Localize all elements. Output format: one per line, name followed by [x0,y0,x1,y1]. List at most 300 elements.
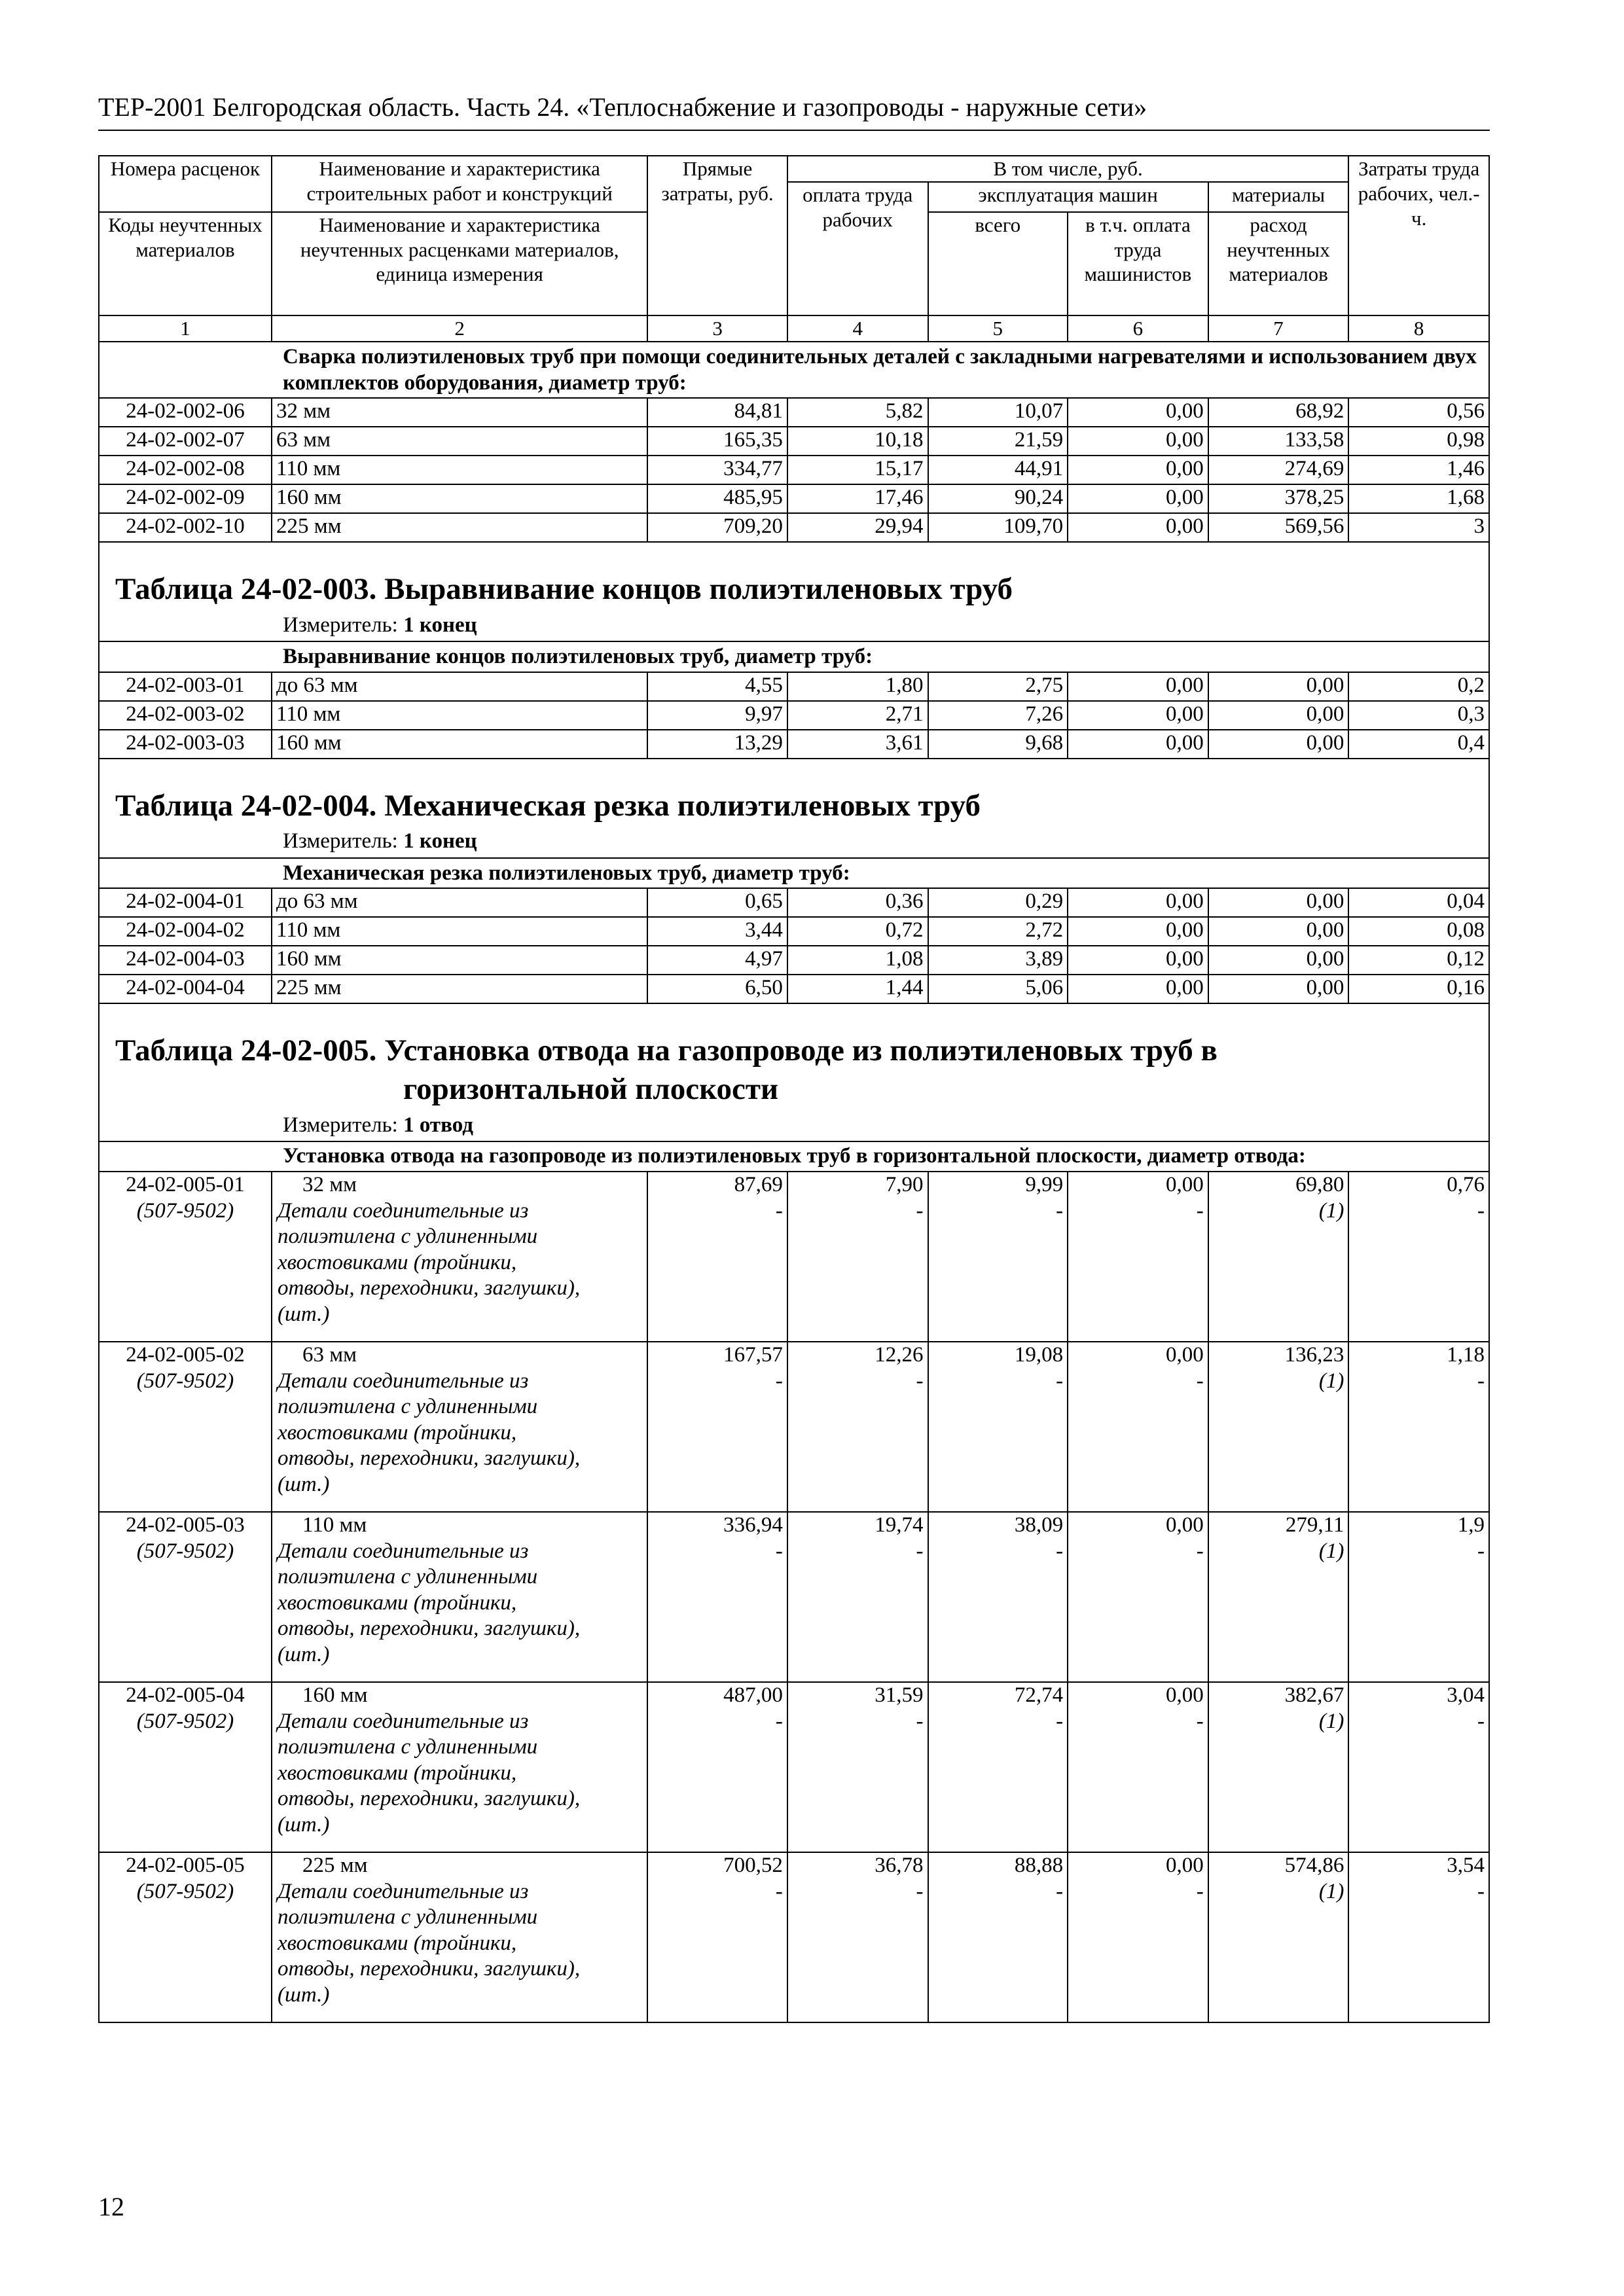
machines-total: 9,68 [928,730,1068,759]
rate-name: до 63 мм [272,888,647,917]
material-code: (507-9502) [136,1198,234,1223]
machinist-wages: 0,00 [1068,456,1208,484]
materials-cost: 0,00 [1208,946,1349,975]
table-title [99,1028,1489,1109]
section-heading-row [99,641,1489,672]
rate-code: 24-02-003-02 [99,701,272,730]
material-quantity: (1) [1318,1198,1344,1223]
material-code: (507-9502) [136,1879,234,1903]
rate-code: 24-02-002-06 [99,398,272,427]
column-number: 5 [928,315,1068,342]
machines-total: 21,59 [928,427,1068,456]
materials-cost: 382,67 [1284,1683,1344,1707]
direct-cost-cell [647,1342,787,1512]
materials-cost: 0,00 [1208,888,1349,917]
machinist-wages: 0,00 [1068,946,1208,975]
rate-name: до 63 мм [272,672,647,701]
material-name-line: (шт.) [277,1472,330,1496]
section-heading: Установка отвода на газопроводе из полиэтиленовых труб в горизонтальной плоскости, диаметр отвода: [99,1141,1489,1172]
column-number: 6 [1068,315,1208,342]
rate-code: 24-02-004-03 [99,946,272,975]
rate-name: 160 мм [272,946,647,975]
wages-cost: 0,72 [787,917,928,946]
dash-mark: - [775,1539,783,1563]
rate-code: 24-02-003-03 [99,730,272,759]
spacer-row [99,1003,1489,1028]
machinist-wages: 0,00 [1068,975,1208,1003]
rate-code-cell [99,1512,272,1682]
column-number: 8 [1348,315,1489,342]
direct-cost: 4,55 [647,672,787,701]
section-heading-row [99,858,1489,888]
section-heading: Выравнивание концов полиэтиленовых труб, диаметр труб: [99,641,1489,672]
table-row [99,427,1489,456]
header-wages: оплата труда рабочих [787,182,928,315]
material-name-line: отводы, переходники, заглушки), [277,1957,581,1981]
wages-cost: 12,26 [875,1343,924,1367]
material-name-line: хвостовиками (тройники, [277,1590,517,1615]
materials-cost-cell [1208,1682,1349,1852]
rate-code: 24-02-005-01 [126,1173,245,1196]
dash-mark: - [775,1369,783,1393]
meter [99,825,1489,858]
direct-cost-cell [647,1172,787,1342]
section-heading-row [99,1141,1489,1172]
dash-mark: - [1477,1879,1485,1903]
table-row [99,730,1489,759]
header-name2: Наименование и характеристика неучтенных расценками материалов, единица измерения [272,212,647,315]
direct-cost: 84,81 [647,398,787,427]
materials-cost: 133,58 [1208,427,1349,456]
dash-mark: - [916,1369,924,1393]
machinist-wages: 0,00 [1068,917,1208,946]
material-name-line: отводы, переходники, заглушки), [277,1446,581,1471]
direct-cost-cell [647,1512,787,1682]
rate-name: 225 мм [302,1854,368,1877]
direct-cost-cell [647,1682,787,1852]
machinist-wages: 0,00 [1068,888,1208,917]
machinist-wages-cell [1068,1172,1208,1342]
machines-total: 109,70 [928,513,1068,542]
rate-name: 63 мм [272,427,647,456]
meter [99,609,1489,642]
column-number: 2 [272,315,647,342]
rate-name: 160 мм [272,484,647,513]
machines-total: 2,75 [928,672,1068,701]
wages-cost: 2,71 [787,701,928,730]
material-name-line: (шт.) [277,1642,330,1666]
labor-hours: 1,9 [1457,1513,1485,1537]
direct-cost: 6,50 [647,975,787,1003]
labor-hours: 0,56 [1348,398,1489,427]
table-row [99,1852,1489,2022]
meter-row [99,609,1489,642]
machines-total: 88,88 [1014,1854,1064,1877]
materials-cost: 279,11 [1285,1513,1344,1537]
rate-name: 160 мм [272,730,647,759]
machinist-wages: 0,00 [1068,484,1208,513]
material-name-line: Детали соединительные из [277,1369,529,1393]
machines-total: 38,09 [1014,1513,1064,1537]
table-row [99,1172,1489,1342]
meter-value: 1 отвод [403,1113,473,1137]
rate-name: 32 мм [272,398,647,427]
labor-hours: 0,16 [1348,975,1489,1003]
direct-cost: 13,29 [647,730,787,759]
machines-total: 44,91 [928,456,1068,484]
machines-total-cell [928,1172,1068,1342]
materials-cost-cell [1208,1342,1349,1512]
material-name-line: Детали соединительные из [277,1709,529,1733]
material-code: (507-9502) [136,1539,234,1563]
table-title-line2: горизонтальной плоскости [403,1072,779,1107]
material-name-line: полиэтилена с удлиненными [277,1905,538,1929]
material-quantity: (1) [1318,1539,1344,1563]
direct-cost: 87,69 [734,1173,783,1196]
dash-mark: - [1056,1539,1064,1563]
rate-code: 24-02-005-02 [126,1343,245,1367]
labor-hours: 3 [1348,513,1489,542]
labor-hours: 3,04 [1447,1683,1485,1707]
header-including: В том числе, руб. [787,156,1348,182]
rate-code: 24-02-003-01 [99,672,272,701]
wages-cost-cell [787,1852,928,2022]
machines-total: 3,89 [928,946,1068,975]
rate-code-cell [99,1172,272,1342]
rate-name: 160 мм [302,1683,368,1707]
materials-cost: 69,80 [1295,1173,1344,1196]
machinist-wages: 0,00 [1068,701,1208,730]
direct-cost: 700,52 [723,1854,783,1877]
wages-cost: 17,46 [787,484,928,513]
labor-hours: 0,76 [1447,1173,1485,1196]
rate-name: 110 мм [272,456,647,484]
material-name-line: Детали соединительные из [277,1879,529,1903]
labor-hours: 0,3 [1348,701,1489,730]
machines-total: 72,74 [1014,1683,1064,1707]
machinist-wages: 0,00 [1068,672,1208,701]
table-row [99,484,1489,513]
rate-name: 110 мм [272,917,647,946]
wages-cost-cell [787,1512,928,1682]
dash-mark: - [1477,1709,1485,1733]
dash-mark: - [916,1539,924,1563]
rate-name-cell [272,1852,647,2022]
header-labor: Затраты труда рабочих, чел.-ч. [1348,156,1489,315]
machines-total: 2,72 [928,917,1068,946]
rates-table [98,155,1490,2023]
table-row [99,701,1489,730]
rate-name: 225 мм [272,975,647,1003]
section-heading-row [99,342,1489,399]
labor-hours: 0,04 [1348,888,1489,917]
dash-mark: - [1196,1709,1204,1733]
table-row [99,398,1489,427]
machinist-wages: 0,00 [1165,1513,1204,1537]
header-codes: Коды неучтенных материалов [99,212,272,315]
machines-total: 90,24 [928,484,1068,513]
machinist-wages: 0,00 [1165,1683,1204,1707]
direct-cost: 165,35 [647,427,787,456]
dash-mark: - [775,1709,783,1733]
table-row [99,917,1489,946]
materials-cost: 569,56 [1208,513,1349,542]
wages-cost: 1,80 [787,672,928,701]
labor-hours: 0,4 [1348,730,1489,759]
rate-name-cell [272,1682,647,1852]
rate-code: 24-02-004-02 [99,917,272,946]
table-row [99,975,1489,1003]
machinist-wages: 0,00 [1068,398,1208,427]
table-row [99,672,1489,701]
table-title-line1: Таблица 24-02-005. Установка отвода на газопроводе из полиэтиленовых труб в [115,1033,1218,1068]
rate-code: 24-02-002-09 [99,484,272,513]
rate-code-cell [99,1682,272,1852]
machines-total-cell [928,1682,1068,1852]
rate-code: 24-02-002-08 [99,456,272,484]
material-quantity: (1) [1318,1709,1344,1733]
meter-row [99,1109,1489,1142]
table-row [99,1342,1489,1512]
dash-mark: - [1196,1369,1204,1393]
wages-cost: 31,59 [875,1683,924,1707]
section-heading: Механическая резка полиэтиленовых труб, диаметр труб: [99,858,1489,888]
rate-name-cell [272,1512,647,1682]
material-name-line: (шт.) [277,1812,330,1837]
labor-hours: 0,12 [1348,946,1489,975]
header-rule [98,130,1490,131]
table-title-row [99,1028,1489,1109]
machinist-wages: 0,00 [1165,1173,1204,1196]
meter-row [99,825,1489,858]
header-unaccounted: расход неучтенных материалов [1208,212,1349,315]
rate-code-cell [99,1342,272,1512]
materials-cost: 574,86 [1284,1854,1344,1877]
materials-cost: 136,23 [1284,1343,1344,1367]
dash-mark: - [1477,1369,1485,1393]
meter [99,1109,1489,1142]
machinist-wages: 0,00 [1165,1854,1204,1877]
meter-label: Измеритель: [283,829,398,853]
wages-cost: 0,36 [787,888,928,917]
table-row [99,456,1489,484]
machinist-wages-cell [1068,1342,1208,1512]
rate-code: 24-02-002-07 [99,427,272,456]
rate-code: 24-02-002-10 [99,513,272,542]
machines-total-cell [928,1512,1068,1682]
material-name-line: хвостовиками (тройники, [277,1250,517,1274]
direct-cost: 485,95 [647,484,787,513]
dash-mark: - [916,1198,924,1223]
meter-label: Измеритель: [283,613,398,637]
page-header: ТЕР-2001 Белгородская область. Часть 24. «Теплоснабжение и газопроводы - наружные сети» [98,92,1147,122]
materials-cost: 0,00 [1208,672,1349,701]
wages-cost: 29,94 [787,513,928,542]
wages-cost-cell [787,1172,928,1342]
material-code: (507-9502) [136,1709,234,1733]
labor-hours-cell [1348,1512,1489,1682]
labor-hours: 0,2 [1348,672,1489,701]
table-row [99,1512,1489,1682]
header-name: Наименование и характеристика строительных работ и конструкций [272,156,647,212]
rate-code: 24-02-004-01 [99,888,272,917]
dash-mark: - [1056,1198,1064,1223]
dash-mark: - [775,1879,783,1903]
column-number: 1 [99,315,272,342]
rate-name: 225 мм [272,513,647,542]
machinist-wages: 0,00 [1068,730,1208,759]
wages-cost: 36,78 [875,1854,924,1877]
material-name-line: Детали соединительные из [277,1198,529,1223]
direct-cost: 0,65 [647,888,787,917]
rate-name: 110 мм [272,701,647,730]
dash-mark: - [1056,1879,1064,1903]
material-code: (507-9502) [136,1369,234,1393]
material-name-line: полиэтилена с удлиненными [277,1735,538,1759]
material-name-line: Детали соединительные из [277,1539,529,1563]
labor-hours: 0,08 [1348,917,1489,946]
machinist-wages: 0,00 [1068,513,1208,542]
rate-name: 32 мм [302,1173,357,1196]
wages-cost: 1,44 [787,975,928,1003]
labor-hours-cell [1348,1342,1489,1512]
direct-cost: 9,97 [647,701,787,730]
meter-value: 1 конец [403,613,477,637]
materials-cost: 68,92 [1208,398,1349,427]
dash-mark: - [916,1879,924,1903]
dash-mark: - [1196,1539,1204,1563]
labor-hours: 3,54 [1447,1854,1485,1877]
machines-total: 0,29 [928,888,1068,917]
column-number: 4 [787,315,928,342]
header-num: Номера расценок [99,156,272,212]
machinist-wages: 0,00 [1165,1343,1204,1367]
wages-cost: 5,82 [787,398,928,427]
spacer-row [99,542,1489,566]
table-row [99,513,1489,542]
rate-code: 24-02-005-03 [126,1513,245,1537]
wages-cost: 7,90 [885,1173,924,1196]
material-name-line: хвостовиками (тройники, [277,1761,517,1785]
dash-mark: - [1196,1879,1204,1903]
machines-total: 7,26 [928,701,1068,730]
meter-label: Измеритель: [283,1113,398,1137]
header-total: всего [928,212,1068,315]
materials-cost-cell [1208,1172,1349,1342]
machines-total: 10,07 [928,398,1068,427]
labor-hours-cell [1348,1172,1489,1342]
table-title: Таблица 24-02-004. Механическая резка полиэтиленовых труб [99,783,1489,825]
materials-cost-cell [1208,1512,1349,1682]
dash-mark: - [1477,1198,1485,1223]
machines-total: 5,06 [928,975,1068,1003]
header-materials: материалы [1208,182,1349,212]
machinist-wages-cell [1068,1682,1208,1852]
table-title-row [99,783,1489,825]
table-title-row [99,566,1489,609]
material-name-line: хвостовиками (тройники, [277,1420,517,1444]
wages-cost-cell [787,1682,928,1852]
direct-cost: 4,97 [647,946,787,975]
material-name-line: отводы, переходники, заглушки), [277,1276,581,1300]
column-number: 7 [1208,315,1349,342]
material-name-line: (шт.) [277,1302,330,1326]
rate-code-cell [99,1852,272,2022]
material-name-line: отводы, переходники, заглушки), [277,1787,581,1811]
material-name-line: отводы, переходники, заглушки), [277,1617,581,1641]
rate-name-cell [272,1172,647,1342]
materials-cost: 0,00 [1208,701,1349,730]
rate-name-cell [272,1342,647,1512]
direct-cost: 336,94 [723,1513,783,1537]
wages-cost: 19,74 [875,1513,924,1537]
rate-code: 24-02-005-04 [126,1683,245,1707]
spacer-row [99,759,1489,783]
header-machines: эксплуатация машин [928,182,1208,212]
dash-mark: - [775,1198,783,1223]
column-numbers-row [99,315,1489,342]
table-row [99,888,1489,917]
labor-hours: 1,46 [1348,456,1489,484]
wages-cost: 3,61 [787,730,928,759]
dash-mark: - [1477,1539,1485,1563]
section-heading: Сварка полиэтиленовых труб при помощи соединительных деталей с закладными нагревателями и использованием двух комплектов оборудования, диаметр труб: [99,342,1489,399]
column-number: 3 [647,315,787,342]
table-title: Таблица 24-02-003. Выравнивание концов полиэтиленовых труб [99,566,1489,609]
machinist-wages: 0,00 [1068,427,1208,456]
machinist-wages-cell [1068,1852,1208,2022]
direct-cost: 709,20 [647,513,787,542]
machines-total-cell [928,1852,1068,2022]
wages-cost-cell [787,1342,928,1512]
materials-cost: 0,00 [1208,730,1349,759]
machines-total-cell [928,1342,1068,1512]
header-direct: Прямые затраты, руб. [647,156,787,315]
machines-total: 19,08 [1014,1343,1064,1367]
direct-cost: 487,00 [723,1683,783,1707]
page-number: 12 [98,2192,124,2221]
wages-cost: 1,08 [787,946,928,975]
dash-mark: - [1196,1198,1204,1223]
table-row [99,946,1489,975]
direct-cost: 334,77 [647,456,787,484]
dash-mark: - [916,1709,924,1733]
table-row [99,1682,1489,1852]
header-machinist: в т.ч. оплата труда машинистов [1068,212,1208,315]
dash-mark: - [1056,1369,1064,1393]
machines-total: 9,99 [1025,1173,1064,1196]
material-name-line: полиэтилена с удлиненными [277,1565,538,1589]
meter-value: 1 конец [403,829,477,853]
direct-cost: 167,57 [723,1343,783,1367]
rates-sheet [98,155,1490,2023]
materials-cost: 0,00 [1208,917,1349,946]
material-name-line: полиэтилена с удлиненными [277,1225,538,1249]
wages-cost: 10,18 [787,427,928,456]
rate-name: 63 мм [302,1343,357,1367]
machinist-wages-cell [1068,1512,1208,1682]
rate-code: 24-02-005-05 [126,1854,245,1877]
material-quantity: (1) [1318,1879,1344,1903]
rate-name: 110 мм [302,1513,367,1537]
dash-mark: - [1056,1709,1064,1733]
labor-hours-cell [1348,1852,1489,2022]
materials-cost: 378,25 [1208,484,1349,513]
materials-cost-cell [1208,1852,1349,2022]
labor-hours-cell [1348,1682,1489,1852]
labor-hours: 0,98 [1348,427,1489,456]
rate-code: 24-02-004-04 [99,975,272,1003]
